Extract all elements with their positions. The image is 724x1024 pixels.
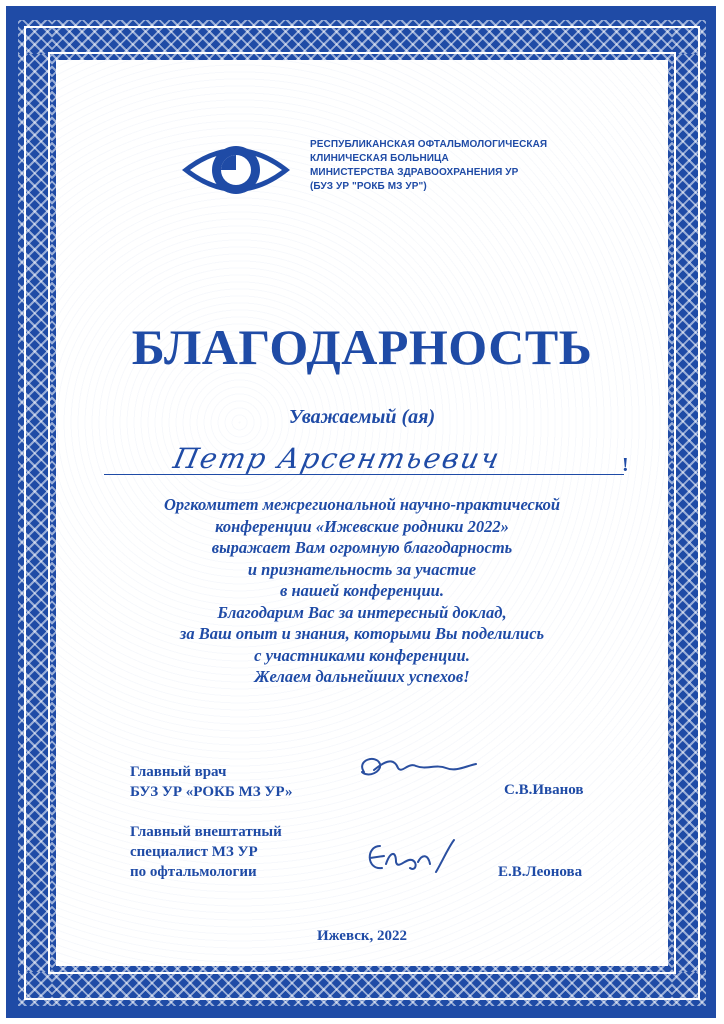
body-line: выражает Вам огромную благодарность (211, 538, 513, 557)
position-line: специалист МЗ УР (130, 844, 258, 860)
organization-line: (БУЗ УР "РОКБ МЗ УР") (310, 181, 427, 192)
signature-1-image (346, 750, 496, 790)
body-line: Благодарим Вас за интересный доклад, (217, 602, 507, 622)
position-line: Главный врач (130, 764, 227, 780)
place-and-date: Ижевск, 2022 (316, 928, 408, 944)
position-line: Главный внештатный (130, 824, 282, 840)
body-line: Желаем дальнейших успехов! (254, 667, 470, 686)
organization-line: КЛИНИЧЕСКАЯ БОЛЬНИЦА (310, 153, 449, 164)
position-line: БУЗ УР «РОКБ МЗ УР» (130, 784, 293, 800)
certificate-body (56, 60, 668, 966)
salutation: Уважаемый (ая) (288, 406, 436, 428)
body-line: конференции «Ижевские родники 2022» (215, 516, 509, 536)
signatory-2-position (130, 822, 282, 882)
body-line: в нашей конференции. (280, 581, 444, 600)
position-line: по офтальмологии (130, 864, 257, 880)
organization-line: МИНИСТЕРСТВА ЗДРАВООХРАНЕНИЯ УР (310, 167, 519, 178)
signatory-1-position (130, 762, 292, 802)
name-exclamation: ! (622, 454, 629, 476)
eye-logo-icon (180, 134, 292, 206)
body-line: Оргкомитет межрегиональной научно-практической (163, 495, 561, 514)
organization-name (310, 138, 610, 194)
gratitude-text (56, 494, 668, 688)
body-line: за Ваш опыт и знания, которыми Вы поделились (179, 624, 545, 643)
body-line: с участниками конференции. (254, 645, 470, 665)
name-underline (104, 474, 624, 475)
document-title: БЛАГОДАРНОСТЬ (131, 319, 593, 375)
organization-line: РЕСПУБЛИКАНСКАЯ ОФТАЛЬМОЛОГИЧЕСКАЯ (310, 139, 548, 150)
body-line: и признательность за участие (247, 559, 477, 579)
signatory-1-name: С.В.Иванов (504, 782, 584, 798)
signature-2-image (356, 832, 506, 882)
signatory-2-name: Е.В.Леонова (498, 864, 583, 880)
recipient-name: Петр Арсентьевич (170, 442, 504, 475)
